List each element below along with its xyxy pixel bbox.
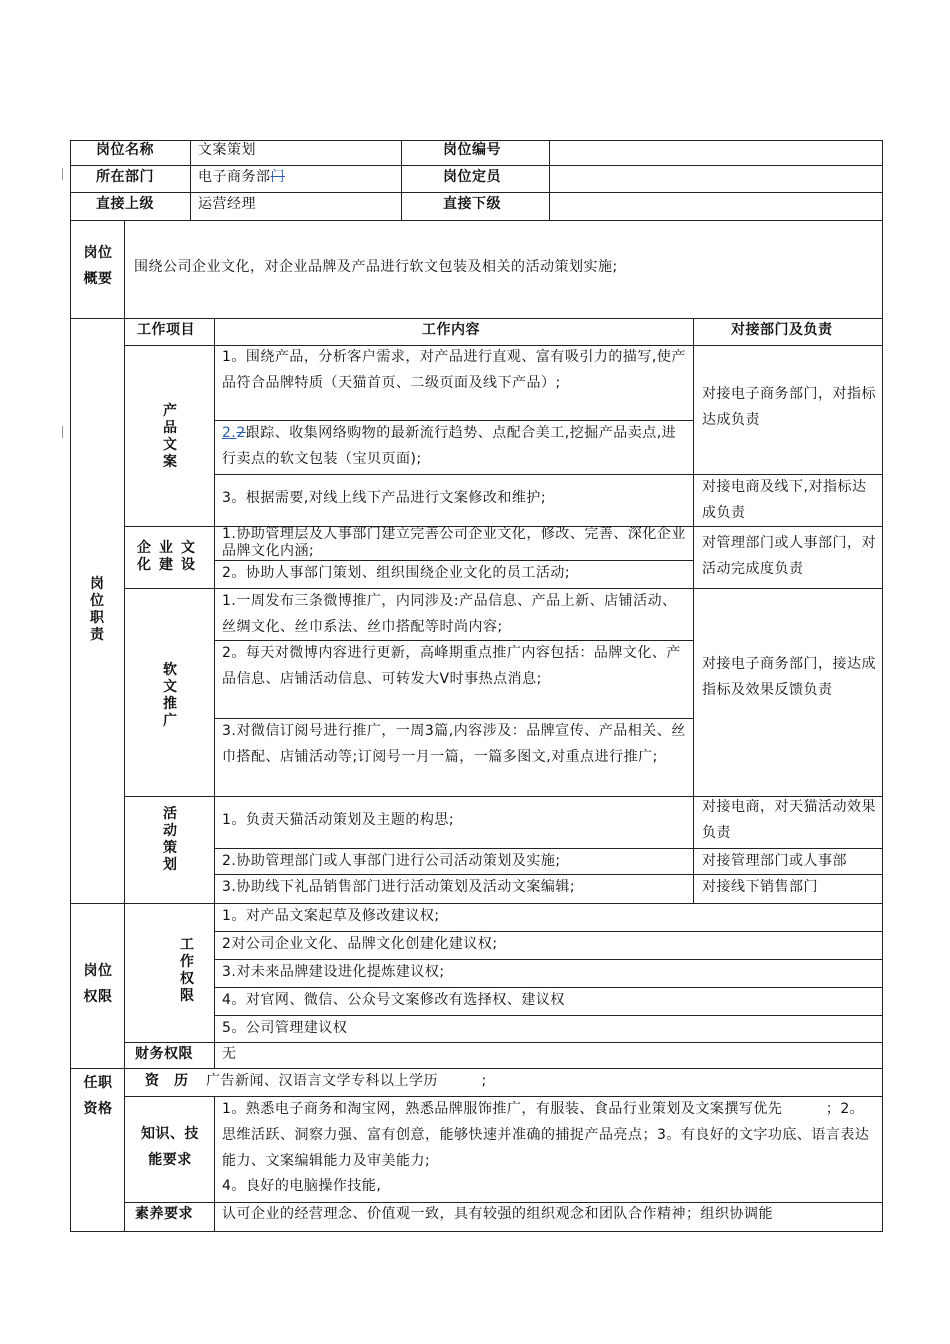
headcount-label: 岗位定员 [443,169,501,185]
skills-text: 1。熟悉电子商务和淘宝网，熟悉品牌服饰推广，有服装、食品行业策划及文案撰写优先 ；2。思维活跃、洞察力强、富有创意，能够快速并准确的捕捉产品亮点；3。有良好的文字功底、语言表达能力、文案编辑能力及审美能力; [222,1101,870,1169]
qualification-label: 任职资格 [83,1075,113,1117]
dept-struck-text: 门 [270,169,285,185]
duties-label: 岗位职责 [90,576,104,643]
quality-text: 认可企业的经营理念、价值观一致，具有较强的组织观念和团队合作精神；组织协调能 [222,1206,773,1222]
revised-number: 2. [222,425,237,441]
duty-row: 3.对微信订阅号进行推广，一周3篇,内容涉及：品牌宣传、产品相关、丝巾搭配、店铺活动等;订阅号一月一篇，一篇多图文,对重点进行推广; [222,723,686,765]
col-work-item: 工作项目 [137,322,195,338]
margin-mark [62,426,63,438]
quality-label: 素养要求 [135,1206,193,1222]
superior-value: 运营经理 [198,196,256,212]
duty-row: 3。根据需要,对线上线下产品进行文案修改和维护; [222,490,547,506]
struck-number: 2 [236,425,246,441]
finance-authority-value: 无 [222,1046,237,1062]
duty-row: 2。每天对微博内容进行更新，高峰期重点推广内容包括：品牌文化、产品信息、店铺活动信息、可转发大V时事热点消息; [222,645,681,687]
duty-row: 1.协助管理层及人事部门建立完善公司企业文化，修改、完善、深化企业品牌文化内涵; [222,526,686,559]
position-name-value: 文案策划 [198,142,256,158]
authority-item: 3.对未来品牌建设进化提炼建议权; [222,964,445,980]
authority-item: 5。公司管理建议权 [222,1020,348,1036]
duty-dept: 对接电子商务部门，对指标达成负责 [702,386,876,428]
authority-item: 1。对产品文案起草及修改建议权; [222,908,440,924]
overview-text: 围绕公司企业文化，对企业品牌及产品进行软文包装及相关的活动策划实施; [134,259,618,275]
duty-dept: 对管理部门或人事部门，对活动完成度负责 [702,535,876,577]
superior-label: 直接上级 [96,196,154,212]
duty-dept: 对接电商，对天猫活动效果负责 [702,799,876,841]
education-value: 广告新闻、汉语言文学专科以上学历 ; [206,1073,487,1089]
duty-row: 2.2跟踪、收集网络购物的最新流行趋势、点配合美工,挖掘产品卖点,进行卖点的软文包装（宝贝页面); [222,425,677,467]
duty-row: 2。协助人事部门策划、组织围绕企业文化的员工活动; [222,565,571,581]
finance-authority-label: 财务权限 [135,1046,193,1062]
skills-label: 知识、技能要求 [141,1126,199,1168]
duty-dept: 对接管理部门或人事部 [702,853,847,869]
duty-group-culture: 企业文化建设 [137,540,203,573]
duty-group-soft-promo: 软文推广 [163,662,177,729]
duty-row: 1。围绕产品，分析客户需求，对产品进行直观、富有吸引力的描写,使产品符合品牌特质（天猫首页、二级页面及线下产品）; [222,349,686,391]
dept-value: 电子商务部门 [198,169,285,185]
duty-row: 1.一周发布三条微博推广，内同涉及:产品信息、产品上新、店铺活动、丝绸文化、丝巾系法、丝巾搭配等时尚内容; [222,593,677,635]
work-authority-label: 工作权限 [180,937,194,1004]
duty-row: 1。负责天猫活动策划及主题的构思; [222,812,455,828]
position-no-label: 岗位编号 [443,142,501,158]
duty-group-events: 活动策划 [163,806,177,873]
duty-row: 2.协助管理部门或人事部门进行公司活动策划及实施; [222,853,561,869]
position-name-label: 岗位名称 [96,142,154,158]
col-dept-responsibility: 对接部门及负责 [731,322,833,338]
education-label: 资 历 [145,1073,189,1089]
col-work-content: 工作内容 [422,322,480,338]
duty-row: 3.协助线下礼品销售部门进行活动策划及活动文案编辑; [222,879,576,895]
margin-mark [62,168,63,180]
duty-dept: 对接电商及线下,对指标达成负责 [702,479,867,521]
authority-label: 岗位权限 [83,963,113,1005]
authority-item: 2对公司企业文化、品牌文化创建化建议权; [222,936,498,952]
duty-dept: 对接电子商务部门，接达成指标及效果反馈负责 [702,656,876,698]
duty-group-product-copy: 产品文案 [163,403,177,470]
skills-text-extra: 4。良好的电脑操作技能, [222,1178,382,1194]
dept-label: 所在部门 [96,169,154,185]
overview-label: 岗位概要 [83,245,113,287]
authority-item: 4。对官网、微信、公众号文案修改有选择权、建议权 [222,992,565,1008]
subordinate-label: 直接下级 [443,196,501,212]
duty-dept: 对接线下销售部门 [702,879,818,895]
